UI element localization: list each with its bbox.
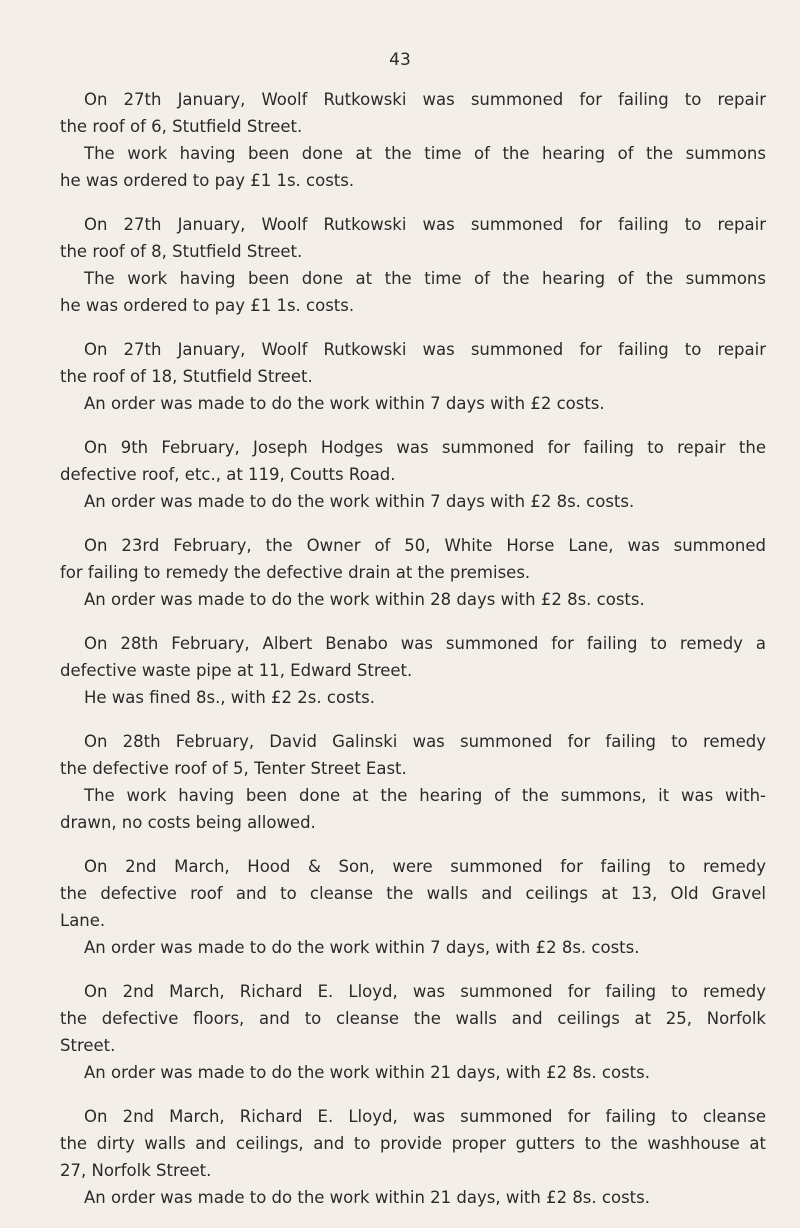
text-line: The work having been done at the time of the hearing of the summons — [84, 269, 766, 288]
text-line: An order was made to do the work within 7 days, with £2 8s. costs. — [84, 938, 640, 957]
text-line: An order was made to do the work within 21 days, with £2 8s. costs. — [84, 1063, 650, 1082]
text-line: An order was made to do the work within 7 days with £2 8s. costs. — [84, 492, 635, 511]
text-line: the defective roof and to cleanse the walls and ceilings at 13, Old Gravel — [60, 884, 766, 903]
text-line: On 2nd March, Richard E. Lloyd, was summoned for failing to remedy — [84, 982, 766, 1001]
paragraph — [60, 211, 766, 319]
text-line: defective roof, etc., at 119, Coutts Road. — [60, 465, 396, 484]
text-line: On 2nd March, Richard E. Lloyd, was summoned for failing to cleanse — [84, 1107, 766, 1126]
document-body — [60, 86, 766, 1228]
text-line: the roof of 18, Stutfield Street. — [60, 367, 313, 386]
text-line: the roof of 8, Stutfield Street. — [60, 242, 303, 261]
text-line: On 27th January, Woolf Rutkowski was summoned for failing to repair — [84, 90, 766, 109]
text-line: An order was made to do the work within 7 days with £2 costs. — [84, 394, 605, 413]
text-line: drawn, no costs being allowed. — [60, 813, 316, 832]
text-line: he was ordered to pay £1 1s. costs. — [60, 171, 355, 190]
text-line: The work having been done at the hearing of the summons, it was with- — [84, 786, 766, 805]
paragraph — [60, 853, 766, 961]
text-line: defective waste pipe at 11, Edward Street. — [60, 661, 413, 680]
paragraph — [60, 336, 766, 417]
text-line: the roof of 6, Stutfield Street. — [60, 117, 303, 136]
text-line: the defective floors, and to cleanse the walls and ceilings at 25, Norfolk — [60, 1009, 766, 1028]
text-line: On 27th January, Woolf Rutkowski was summoned for failing to repair — [84, 340, 766, 359]
text-line: 27, Norfolk Street. — [60, 1161, 212, 1180]
paragraph — [60, 434, 766, 515]
text-line: The work having been done at the time of the hearing of the summons — [84, 144, 766, 163]
paragraph — [60, 1103, 766, 1211]
text-line: the dirty walls and ceilings, and to provide proper gutters to the washhouse at — [60, 1134, 766, 1153]
paragraph — [60, 978, 766, 1086]
text-line: On 2nd March, Hood & Son, were summoned for failing to remedy — [84, 857, 766, 876]
text-line: An order was made to do the work within 28 days with £2 8s. costs. — [84, 590, 645, 609]
paragraph — [60, 86, 766, 194]
text-line: An order was made to do the work within 21 days, with £2 8s. costs. — [84, 1188, 650, 1207]
text-line: On 23rd February, the Owner of 50, White Horse Lane, was summoned — [84, 536, 766, 555]
paragraph — [60, 532, 766, 613]
text-line: On 27th January, Woolf Rutkowski was summoned for failing to repair — [84, 215, 766, 234]
text-line: Street. — [60, 1036, 116, 1055]
text-line: Lane. — [60, 911, 106, 930]
text-line: On 28th February, David Galinski was summoned for failing to remedy — [84, 732, 766, 751]
page-number: 43 — [389, 50, 411, 70]
text-line: On 9th February, Joseph Hodges was summoned for failing to repair the — [84, 438, 766, 457]
text-line: he was ordered to pay £1 1s. costs. — [60, 296, 355, 315]
text-line: On 28th February, Albert Benabo was summoned for failing to remedy a — [84, 634, 766, 653]
text-line: He was fined 8s., with £2 2s. costs. — [84, 688, 375, 707]
paragraph — [60, 630, 766, 711]
paragraph — [60, 728, 766, 836]
text-line: the defective roof of 5, Tenter Street East. — [60, 759, 407, 778]
text-line: for failing to remedy the defective drain at the premises. — [60, 563, 531, 582]
